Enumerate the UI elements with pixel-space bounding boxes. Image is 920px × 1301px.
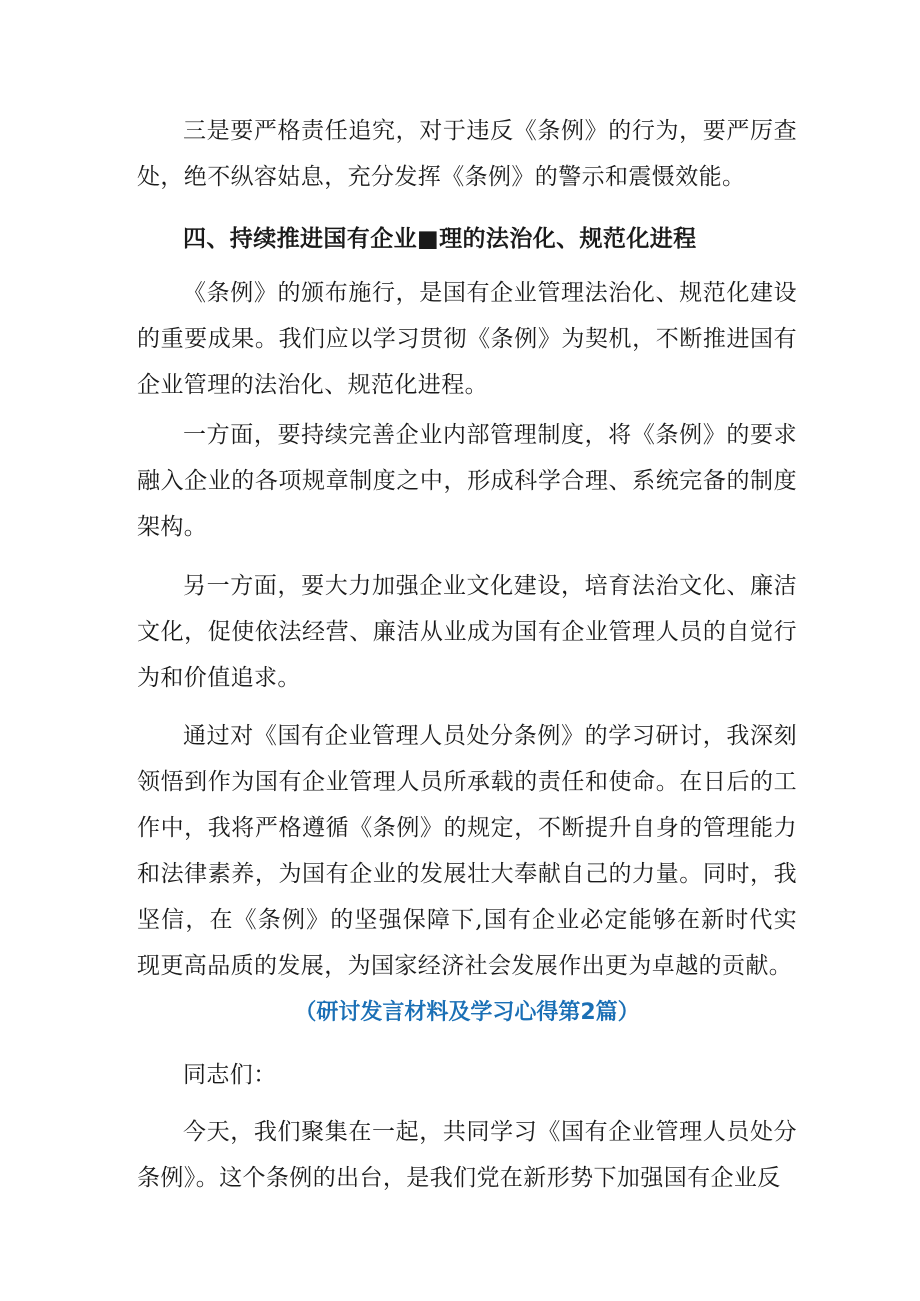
paragraph-opening: 今天，我们聚集在一起，共同学习《国有企业管理人员处分条例》。这个条例的出台，是我们党在新形势下加强国有企业反 [137,1119,797,1191]
salutation: 同志们： [183,1062,277,1088]
paragraph-accountability: 三是要严格责任追究，对于违反《条例》的行为，要严厉查处，绝不纵容姑息，充分发挥《条例》的警示和震慑效能。 [137,118,797,190]
section-heading-four: 四、持续推进国有企业■理的法治化、规范化进程 [183,226,697,252]
part-subtitle: （研讨发言材料及学习心得第2篇） [294,1000,640,1025]
paragraph-other-hand: 另一方面，要大力加强企业文化建设，培育法治文化、廉洁文化，促使依法经营、廉洁从业成为国有企业管理人员的自觉行为和价值追求。 [137,573,797,691]
paragraph-conclusion: 通过对《国有企业管理人员处分条例》的学习研讨，我深刻领悟到作为国有企业管理人员所承载的责任和使命。在日后的工作中，我将严格遵循《条例》的规定，不断提升自身的管理能力和法律素养，为国有企业的发展壮大奉献自己的力量。同时，我坚信，在《条例》的坚强保障下,国有企业必定能够在新时代实现更高品质的发展，为国家经济社会发展作出更为卓越的贡献。 [137,723,797,979]
paragraph-regulation-intro: 《条例》的颁布施行，是国有企业管理法治化、规范化建设的重要成果。我们应以学习贯彻《条例》为契机，不断推进国有企业管理的法治化、规范化进程。 [137,280,797,398]
paragraph-one-hand: 一方面，要持续完善企业内部管理制度，将《条例》的要求融入企业的各项规章制度之中，形成科学合理、系统完备的制度架构。 [137,422,797,540]
